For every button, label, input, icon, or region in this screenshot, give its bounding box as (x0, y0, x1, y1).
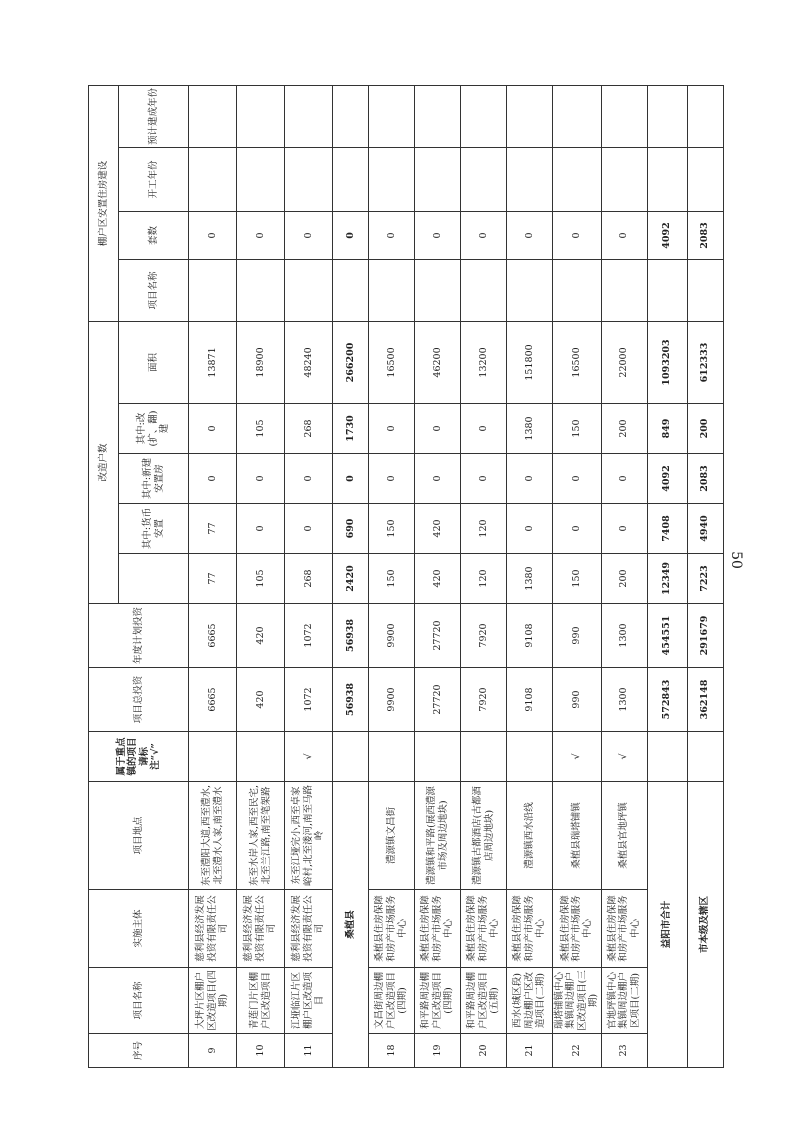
cell-entity: 慈利县经济发展投资有限责任公司 (189, 890, 237, 968)
cell-cash: 0 (285, 504, 333, 554)
summary-start (687, 147, 723, 211)
cell-key (415, 732, 461, 782)
table-row (601, 85, 647, 1067)
cell-annual: 7920 (461, 604, 507, 668)
summary-start (647, 147, 687, 211)
cell-annual: 990 (553, 604, 602, 668)
rotated-table-page (88, 86, 710, 1068)
cell-annual: 6665 (189, 604, 237, 668)
summary-new: 2083 (687, 454, 723, 504)
cell-renov: 200 (601, 404, 647, 454)
cell-pname (507, 259, 553, 321)
cell-new: 0 (369, 454, 415, 504)
cell-new: 0 (507, 454, 553, 504)
cell-pname (461, 259, 507, 321)
renovation-project-table (88, 85, 724, 1068)
cell-name: 和平路周边棚户区改造项目(五期) (461, 968, 507, 1034)
cell-hh: 150 (369, 554, 415, 604)
cell-area: 18900 (237, 321, 285, 403)
summary-key (687, 732, 723, 782)
cell-area: 22000 (601, 321, 647, 403)
summary-annual: 56938 (333, 604, 369, 668)
summary-key (647, 732, 687, 782)
cell-seq: 21 (507, 1034, 553, 1068)
cell-units: 0 (601, 211, 647, 259)
cell-entity: 慈利县经济发展投资有限责任公司 (237, 890, 285, 968)
cell-name: 大坪片区棚户区改造项目(四期) (189, 968, 237, 1034)
cell-entity: 桑植县住房保障和房产市场服务中心 (601, 890, 647, 968)
cell-seq: 23 (601, 1034, 647, 1068)
cell-key (507, 732, 553, 782)
cell-seq: 22 (553, 1034, 602, 1068)
cell-key: √ (553, 732, 602, 782)
header-seq: 序号 (89, 1034, 189, 1068)
header-households-group: 改造户数 (89, 321, 119, 603)
cell-entity: 桑植县住房保障和房产市场服务中心 (507, 890, 553, 968)
summary-renov: 200 (687, 404, 723, 454)
cell-total: 9900 (369, 668, 415, 732)
header-total-invest: 项目总投资 (89, 668, 189, 732)
summary-label: 市本级及辖区 (687, 782, 723, 1068)
cell-start (369, 147, 415, 211)
header-housing-group: 棚户区安置住房建设 (89, 85, 119, 321)
summary-area: 266200 (333, 321, 369, 403)
header-hh-renovate: 其中:改(扩、翻)建 (119, 404, 189, 454)
cell-end (189, 85, 237, 147)
summary-end (687, 85, 723, 147)
cell-pname (285, 259, 333, 321)
cell-end (285, 85, 333, 147)
cell-end (601, 85, 647, 147)
cell-renov: 0 (369, 404, 415, 454)
cell-renov: 268 (285, 404, 333, 454)
cell-units: 0 (369, 211, 415, 259)
cell-area: 13871 (189, 321, 237, 403)
header-name: 项目名称 (89, 968, 189, 1034)
cell-annual: 420 (237, 604, 285, 668)
cell-cash: 120 (461, 504, 507, 554)
cell-total: 1072 (285, 668, 333, 732)
cell-annual: 1300 (601, 604, 647, 668)
summary-row (333, 85, 369, 1067)
cell-end (369, 85, 415, 147)
summary-units: 0 (333, 211, 369, 259)
summary-renov: 1730 (333, 404, 369, 454)
cell-entity: 桑植县住房保障和房产市场服务中心 (415, 890, 461, 968)
cell-units: 0 (553, 211, 602, 259)
cell-new: 0 (461, 454, 507, 504)
summary-hh: 12349 (647, 554, 687, 604)
cell-renov: 105 (237, 404, 285, 454)
cell-new: 0 (601, 454, 647, 504)
summary-new: 4092 (647, 454, 687, 504)
table-row (461, 85, 507, 1067)
summary-end (647, 85, 687, 147)
cell-start (553, 147, 602, 211)
cell-renov: 0 (189, 404, 237, 454)
cell-name: 西水(城区段)周边棚户区改造项目(二期) (507, 968, 553, 1034)
cell-renov: 0 (461, 404, 507, 454)
cell-hh: 200 (601, 554, 647, 604)
cell-area: 16500 (553, 321, 602, 403)
cell-area: 46200 (415, 321, 461, 403)
summary-label: 益阳市合计 (647, 782, 687, 1068)
cell-seq: 19 (415, 1034, 461, 1068)
summary-hh: 7223 (687, 554, 723, 604)
cell-hh: 120 (461, 554, 507, 604)
cell-end (415, 85, 461, 147)
summary-units: 2083 (687, 211, 723, 259)
header-hh-total (119, 554, 189, 604)
cell-key: √ (601, 732, 647, 782)
cell-name: 官地坪镇中心集镇周边棚户区项目(二期) (601, 968, 647, 1034)
cell-units: 0 (461, 211, 507, 259)
cell-renov: 150 (553, 404, 602, 454)
cell-name: 江垭临江片区棚户区改造项目 (285, 968, 333, 1034)
cell-cash: 0 (553, 504, 602, 554)
summary-start (333, 147, 369, 211)
cell-location: 澧源镇文昌街 (369, 782, 415, 890)
cell-area: 151800 (507, 321, 553, 403)
cell-total: 27720 (415, 668, 461, 732)
summary-total: 572843 (647, 668, 687, 732)
cell-hh: 268 (285, 554, 333, 604)
summary-new: 0 (333, 454, 369, 504)
summary-row (647, 85, 687, 1067)
cell-location: 澧源镇古都酒店(古都酒店周边地块) (461, 782, 507, 890)
summary-area: 1093203 (647, 321, 687, 403)
summary-pname (333, 259, 369, 321)
cell-total: 990 (553, 668, 602, 732)
cell-units: 0 (285, 211, 333, 259)
header-end-year: 预计建成年份 (119, 85, 189, 147)
cell-cash: 150 (369, 504, 415, 554)
cell-total: 420 (237, 668, 285, 732)
cell-units: 0 (507, 211, 553, 259)
cell-new: 0 (237, 454, 285, 504)
cell-name: 文昌街周边棚户区改造项目(四期) (369, 968, 415, 1034)
table-row (285, 85, 333, 1067)
header-units: 套数 (119, 211, 189, 259)
cell-area: 48240 (285, 321, 333, 403)
cell-cash: 0 (237, 504, 285, 554)
cell-entity: 慈利县经济发展投资有限责任公司 (285, 890, 333, 968)
summary-area: 612333 (687, 321, 723, 403)
cell-pname (553, 259, 602, 321)
cell-name: 和平路周边棚户区改造项目(四期) (415, 968, 461, 1034)
cell-annual: 27720 (415, 604, 461, 668)
cell-start (601, 147, 647, 211)
cell-pname (189, 259, 237, 321)
cell-new: 0 (189, 454, 237, 504)
page-number: 50 (728, 551, 745, 569)
header-hh-new: 其中:新建安置房 (119, 454, 189, 504)
cell-name: 青莲门片区棚户区改造项目 (237, 968, 285, 1034)
summary-total: 56938 (333, 668, 369, 732)
table-row (415, 85, 461, 1067)
cell-hh: 420 (415, 554, 461, 604)
cell-key (237, 732, 285, 782)
cell-units: 0 (415, 211, 461, 259)
header-hh-cash: 其中:货币安置 (119, 504, 189, 554)
cell-renov: 0 (415, 404, 461, 454)
summary-cash: 4940 (687, 504, 723, 554)
cell-units: 0 (189, 211, 237, 259)
cell-location: 澧源镇西水沿线 (507, 782, 553, 890)
cell-location: 桑植县官地坪镇 (601, 782, 647, 890)
summary-renov: 849 (647, 404, 687, 454)
cell-end (553, 85, 602, 147)
cell-start (461, 147, 507, 211)
cell-start (415, 147, 461, 211)
header-key-town: 属于重点镇的项目请标注“√” (89, 732, 189, 782)
cell-location: 桑植县瑞塔铺镇 (553, 782, 602, 890)
cell-location: 澧源镇和平路(展西澧源市场及周边地块) (415, 782, 461, 890)
header-entity: 实施主体 (89, 890, 189, 968)
cell-new: 0 (553, 454, 602, 504)
summary-units: 4092 (647, 211, 687, 259)
cell-end (507, 85, 553, 147)
summary-label: 桑植县 (333, 782, 369, 1068)
cell-start (237, 147, 285, 211)
summary-annual: 291679 (687, 604, 723, 668)
summary-total: 362148 (687, 668, 723, 732)
cell-end (237, 85, 285, 147)
cell-total: 1300 (601, 668, 647, 732)
cell-seq: 9 (189, 1034, 237, 1068)
header-location: 项目地点 (89, 782, 189, 890)
summary-annual: 454551 (647, 604, 687, 668)
table-row (237, 85, 285, 1067)
cell-hh: 77 (189, 554, 237, 604)
summary-end (333, 85, 369, 147)
cell-cash: 77 (189, 504, 237, 554)
summary-pname (647, 259, 687, 321)
cell-hh: 105 (237, 554, 285, 604)
cell-location: 东至澧阳大道,西至澧水,北至澧水人家,南至澧水 (189, 782, 237, 890)
cell-area: 16500 (369, 321, 415, 403)
cell-hh: 150 (553, 554, 602, 604)
cell-seq: 18 (369, 1034, 415, 1068)
cell-annual: 1072 (285, 604, 333, 668)
cell-cash: 0 (601, 504, 647, 554)
table-row (507, 85, 553, 1067)
cell-location: 东至水岸人家,西至民宅,北至兰江路,南至笔架路 (237, 782, 285, 890)
cell-key (461, 732, 507, 782)
summary-cash: 690 (333, 504, 369, 554)
cell-pname (369, 259, 415, 321)
summary-cash: 7408 (647, 504, 687, 554)
cell-pname (415, 259, 461, 321)
table-row (189, 85, 237, 1067)
cell-key: √ (285, 732, 333, 782)
header-start-year: 开工年份 (119, 147, 189, 211)
cell-renov: 1380 (507, 404, 553, 454)
cell-pname (237, 259, 285, 321)
cell-seq: 20 (461, 1034, 507, 1068)
cell-new: 0 (285, 454, 333, 504)
cell-area: 13200 (461, 321, 507, 403)
summary-key (333, 732, 369, 782)
header-annual-invest: 年度计划投资 (89, 604, 189, 668)
header-area: 面积 (119, 321, 189, 403)
header-proj-name: 项目名称 (119, 259, 189, 321)
summary-pname (687, 259, 723, 321)
cell-cash: 420 (415, 504, 461, 554)
cell-entity: 桑植县住房保障和房产市场服务中心 (553, 890, 602, 968)
cell-key (189, 732, 237, 782)
summary-hh: 2420 (333, 554, 369, 604)
cell-units: 0 (237, 211, 285, 259)
cell-total: 9108 (507, 668, 553, 732)
cell-name: 瑞塔铺镇中心集镇周边棚户区改造项目(三期) (553, 968, 602, 1034)
cell-annual: 9108 (507, 604, 553, 668)
cell-hh: 1380 (507, 554, 553, 604)
table-row (553, 85, 602, 1067)
cell-location: 东至江垭完小,西至卓家峪村,北至溇河,南至马路岭 (285, 782, 333, 890)
cell-total: 6665 (189, 668, 237, 732)
cell-end (461, 85, 507, 147)
cell-new: 0 (415, 454, 461, 504)
cell-start (507, 147, 553, 211)
cell-cash: 0 (507, 504, 553, 554)
summary-row (687, 85, 723, 1067)
cell-seq: 11 (285, 1034, 333, 1068)
cell-annual: 9900 (369, 604, 415, 668)
cell-total: 7920 (461, 668, 507, 732)
cell-key (369, 732, 415, 782)
cell-entity: 桑植县住房保障和房产市场服务中心 (461, 890, 507, 968)
cell-pname (601, 259, 647, 321)
table-row (369, 85, 415, 1067)
cell-seq: 10 (237, 1034, 285, 1068)
cell-start (285, 147, 333, 211)
cell-entity: 桑植县住房保障和房产市场服务中心 (369, 890, 415, 968)
cell-start (189, 147, 237, 211)
